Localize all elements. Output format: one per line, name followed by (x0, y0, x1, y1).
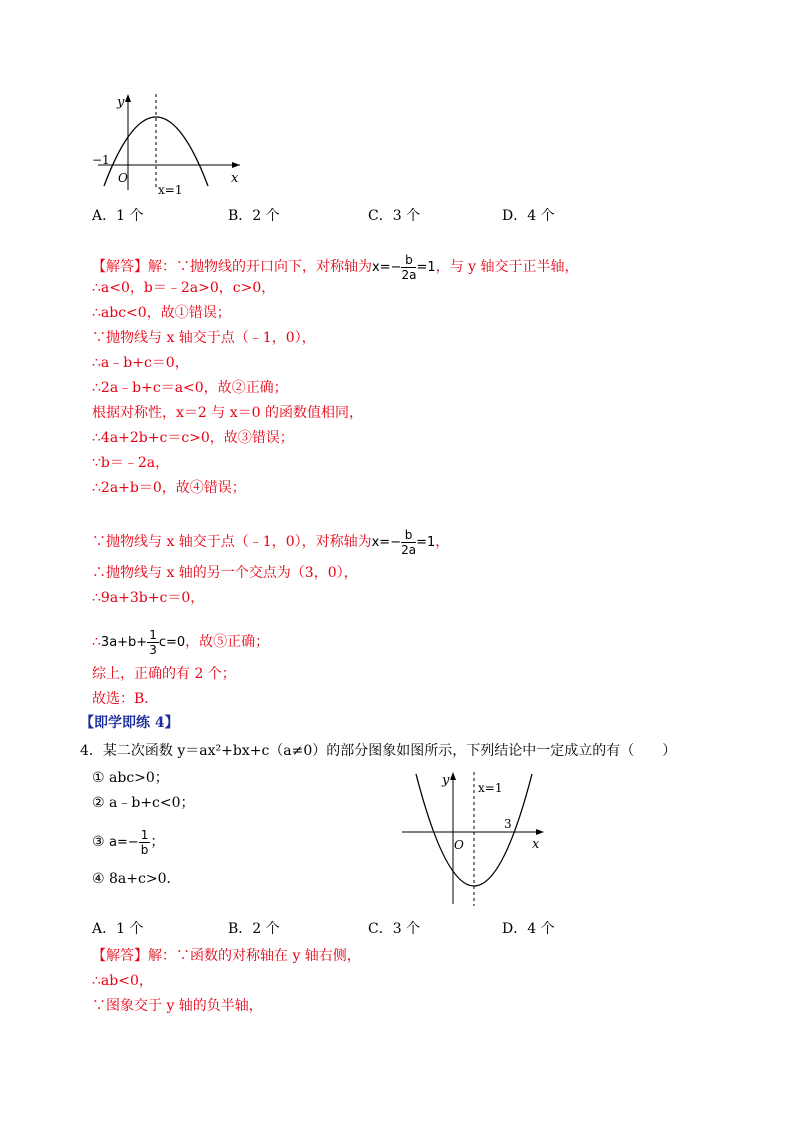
solution-line: 故选：B． (92, 691, 159, 707)
statement-2: ② a﹣b+c<0； (92, 795, 195, 811)
option-a[interactable]: A．1 个 (92, 208, 144, 224)
y-axis-label: y (442, 773, 450, 788)
statement-1: ① abc>0； (92, 770, 169, 786)
solution-line: ∴9a+3b+c＝0， (92, 590, 205, 606)
x-axis-label: x (532, 837, 540, 852)
question-4-stem: 4．某二次函数 y＝ax²+bx+c（a≠0）的部分图象如图所示，下列结论中一定成立的有（ ） (80, 743, 677, 759)
three-label: 3 (504, 817, 512, 831)
y-arrow (450, 772, 456, 780)
solution-line: ∴抛物线与 x 轴的另一个交点为（3，0）， (92, 565, 358, 581)
option-d[interactable]: D．4 个 (502, 208, 555, 224)
option-c[interactable]: C．3 个 (368, 208, 421, 224)
solution-line: 根据对称性，x＝2 与 x＝0 的函数值相同， (92, 405, 363, 421)
origin-label: O (118, 171, 128, 185)
circled-5: ⑤ (213, 634, 228, 650)
minus-one-label: −1 (92, 153, 110, 167)
section-heading: 【即学即练 4】 (80, 715, 179, 731)
solution-line: ∴3a+b+ $\frac{1}{3}$ c=0，故⑤正确； (92, 628, 270, 657)
parabola-graph-1 (90, 88, 250, 200)
solution-line: ∴4a+2b+c＝c>0，故③错误； (92, 430, 294, 446)
option-a[interactable]: A．1 个 (92, 921, 144, 937)
option-b[interactable]: B．2 个 (228, 921, 280, 937)
statement-3: ③ a=− $\frac{1}{b}$ ； (92, 828, 165, 857)
x-arrow (232, 162, 240, 168)
solution-line: ∴ab<0， (92, 973, 153, 989)
solution-line: 【解答】解：∵函数的对称轴在 y 轴右侧， (92, 948, 361, 964)
solution-line: ∵图象交于 y 轴的负半轴， (92, 998, 263, 1014)
solution-line: ∵抛物线与 x 轴交于点（﹣1，0），对称轴为x=− $\frac{b}{2a}$ =1， (92, 528, 450, 557)
circled-3: ③ (237, 430, 252, 446)
solution-line: ∴2a﹣b+c＝a<0，故②正确； (92, 380, 288, 396)
statement-4: ④ 8a+c>0． (92, 871, 181, 887)
formula-a-eq: a=− $\frac{1}{b}$ (109, 828, 149, 857)
solution-line: 综上，正确的有 2 个； (92, 666, 236, 682)
y-axis-label: y (117, 95, 125, 110)
y-arrow (125, 94, 131, 102)
symmetry-formula: x=− $\frac{b}{2a}$ =1 (372, 253, 436, 282)
x-arrow (536, 829, 544, 835)
solution-line: ∵抛物线与 x 轴交于点（﹣1，0）， (92, 330, 316, 346)
solution-line: ∴abc<0，故①错误； (92, 305, 231, 321)
circled-1: ① (174, 305, 189, 321)
symmetry-formula-2: x=− $\frac{b}{2a}$ =1 (371, 528, 436, 557)
equation-3a-b-c: 3a+b+ $\frac{1}{3}$ c=0 (100, 628, 186, 657)
circled-2: ② (231, 380, 246, 396)
solution-intro: 【解答】解：∵抛物线的开口向下，对称轴为x=− $\frac{b}{2a}$ =1，与 y 轴交于正半轴， (92, 253, 579, 282)
circled-4: ④ (189, 480, 204, 496)
solution-line: ∴a<0，b＝﹣2a>0，c>0， (92, 280, 276, 296)
solution-line: ∴2a+b＝0，故④错误； (92, 480, 246, 496)
symmetry-label: x=1 (478, 781, 503, 795)
option-d[interactable]: D．4 个 (502, 921, 555, 937)
symmetry-label: x=1 (158, 183, 183, 197)
x-axis-label: x (231, 171, 239, 186)
solution-line: ∵b＝﹣2a， (92, 455, 170, 471)
option-b[interactable]: B．2 个 (228, 208, 280, 224)
parabola-graph-2 (398, 770, 548, 908)
option-c[interactable]: C．3 个 (368, 921, 421, 937)
solution-line: ∴a﹣b+c＝0， (92, 355, 189, 371)
origin-label: O (454, 838, 464, 852)
